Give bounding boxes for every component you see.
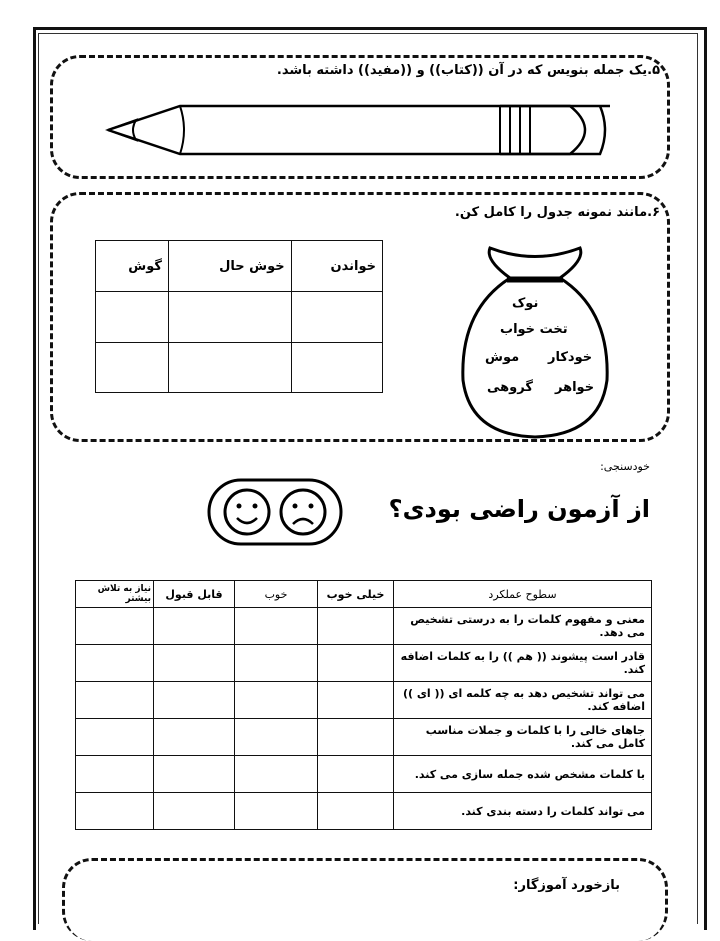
- rating-cell[interactable]: [235, 756, 318, 793]
- self-assessment-question: از آزمون راضی بودی؟: [388, 495, 650, 523]
- word-table: [95, 240, 383, 393]
- bag-word: موش: [485, 350, 520, 365]
- table-header: خواندن: [291, 241, 382, 292]
- feedback-box: [62, 858, 668, 941]
- face-selector: [207, 478, 343, 546]
- table-header: گوش: [96, 241, 169, 292]
- rating-cell[interactable]: [76, 645, 154, 682]
- question-6-title: ۶.مانند نمونه جدول را کامل کن.: [454, 205, 660, 220]
- rubric-row: [76, 682, 652, 719]
- criterion: جاهای خالی را با کلمات و جملات مناسب کامل می کند.: [394, 719, 652, 756]
- rubric-header: خیلی خوب: [318, 581, 394, 608]
- criterion: می تواند کلمات را دسته بندی کند.: [394, 793, 652, 830]
- rating-cell[interactable]: [235, 608, 318, 645]
- bag-word: نوک: [512, 296, 539, 311]
- rating-cell[interactable]: [318, 645, 394, 682]
- rating-cell[interactable]: [235, 682, 318, 719]
- table-cell[interactable]: [291, 342, 382, 393]
- rubric-header: خوب: [235, 581, 318, 608]
- question-5-title: ۵.یک جمله بنویس که در آن ((کتاب)) و ((مفید)) داشته باشد.: [276, 63, 660, 78]
- rating-cell[interactable]: [318, 756, 394, 793]
- bag-word: تخت خواب: [500, 322, 568, 337]
- criterion: می تواند تشخیص دهد به چه کلمه ای (( ای )) اضافه کند.: [394, 682, 652, 719]
- rubric-header: نیاز به تلاش بیشتر: [76, 581, 154, 608]
- rating-cell[interactable]: [76, 719, 154, 756]
- bag-word: خودکار: [548, 350, 593, 365]
- table-cell[interactable]: [96, 342, 169, 393]
- rating-cell[interactable]: [318, 608, 394, 645]
- table-cell[interactable]: [168, 292, 291, 343]
- rubric-row: [76, 608, 652, 645]
- self-assessment-label: خودسنجی:: [600, 460, 650, 473]
- rating-cell[interactable]: [318, 793, 394, 830]
- rubric-header: قابل قبول: [154, 581, 235, 608]
- bag-word: گروهی: [487, 380, 533, 395]
- rating-cell[interactable]: [76, 608, 154, 645]
- rubric-table: [75, 580, 652, 830]
- rating-cell[interactable]: [76, 756, 154, 793]
- rating-cell[interactable]: [318, 719, 394, 756]
- rating-cell[interactable]: [76, 793, 154, 830]
- rating-cell[interactable]: [154, 756, 235, 793]
- table-header: خوش حال: [168, 241, 291, 292]
- rating-cell[interactable]: [318, 682, 394, 719]
- criterion: قادر است پیشوند (( هم )) را به کلمات اضافه کند.: [394, 645, 652, 682]
- table-cell[interactable]: [168, 342, 291, 393]
- feedback-label: بازخورد آموزگار:: [513, 878, 620, 893]
- rating-cell[interactable]: [235, 645, 318, 682]
- pencil-icon: [100, 100, 610, 162]
- rating-cell[interactable]: [154, 682, 235, 719]
- table-cell[interactable]: [291, 292, 382, 343]
- criterion: معنی و مفهوم کلمات را به درستی تشخیص می دهد.: [394, 608, 652, 645]
- table-cell[interactable]: [96, 292, 169, 343]
- rating-cell[interactable]: [76, 682, 154, 719]
- rating-cell[interactable]: [154, 645, 235, 682]
- rubric-row: [76, 793, 652, 830]
- bag-icon: [455, 240, 615, 440]
- rating-cell[interactable]: [154, 719, 235, 756]
- rating-cell[interactable]: [154, 793, 235, 830]
- rubric-header: سطوح عملکرد: [394, 581, 652, 608]
- rating-cell[interactable]: [154, 608, 235, 645]
- rubric-row: [76, 756, 652, 793]
- rating-cell[interactable]: [235, 793, 318, 830]
- rating-cell[interactable]: [235, 719, 318, 756]
- rubric-row: [76, 719, 652, 756]
- criterion: با کلمات مشخص شده جمله سازی می کند.: [394, 756, 652, 793]
- rubric-row: [76, 645, 652, 682]
- bag-word: خواهر: [555, 380, 595, 395]
